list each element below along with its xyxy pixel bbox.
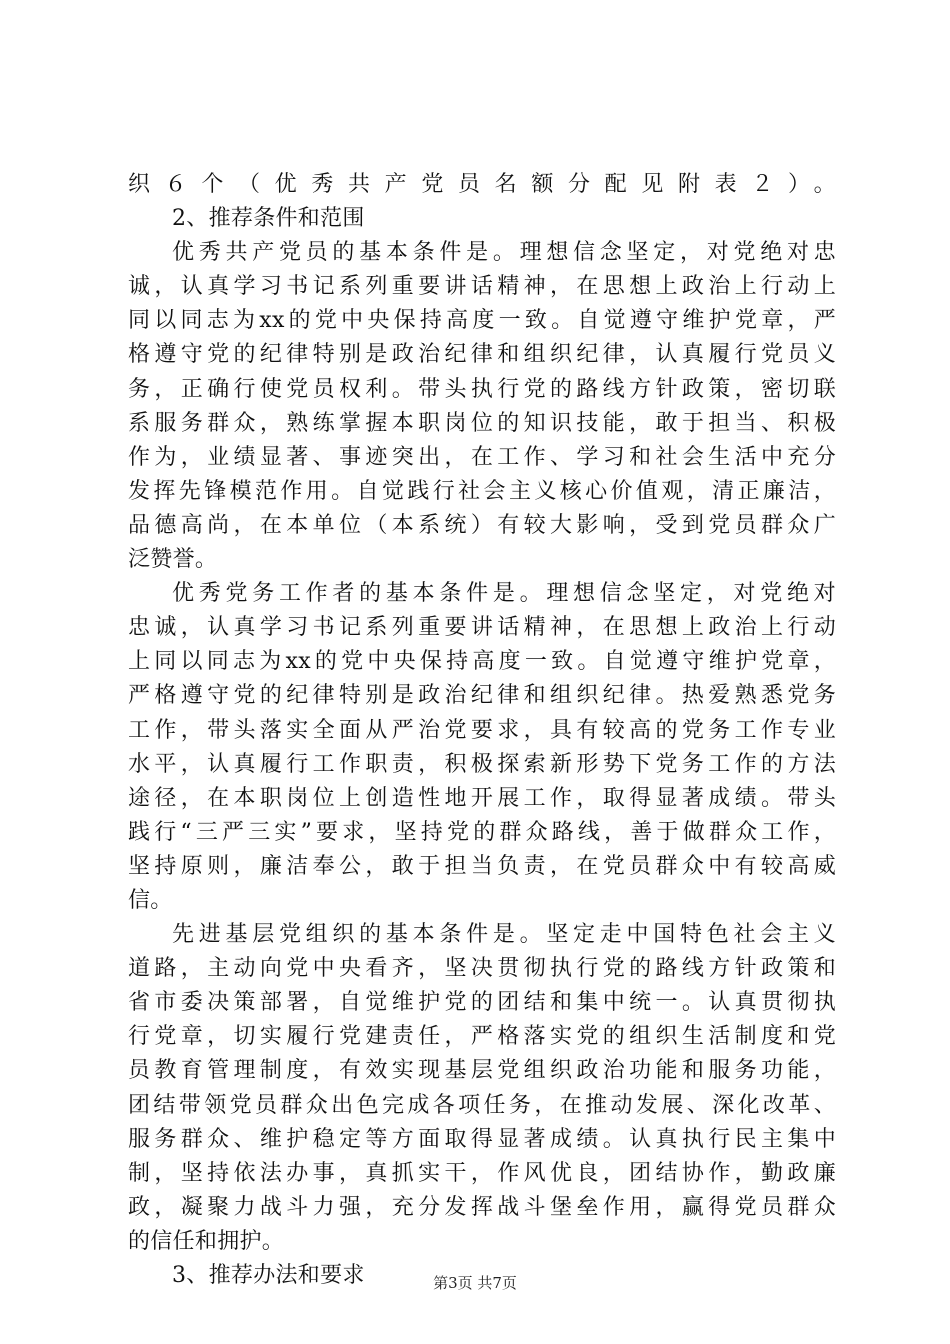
text-line: 系服务群众，熟练掌握本职岗位的知识技能，敢于担当、积极 [128, 410, 836, 436]
text-line: 政，凝聚力战斗力强，充分发挥战斗堡垒作用，赢得党员群众 [128, 1194, 836, 1220]
text-line: 同以同志为xx的党中央保持高度一致。自觉遵守维护党章，严 [128, 308, 836, 334]
text-line: 制，坚持依法办事，真抓实干，作风优良，团结协作，勤政廉 [128, 1160, 836, 1186]
paragraph-start-line: 优秀党务工作者的基本条件是。理想信念坚定，对党绝对 [172, 581, 836, 607]
page-number-footer: 第3页 共7页 [433, 1274, 517, 1292]
text-line: 水平，认真履行工作职责，积极探索新形势下党务工作的方法 [128, 751, 836, 777]
section-heading: 3、推荐办法和要求 [172, 1263, 365, 1288]
text-line: 品德高尚，在本单位（本系统）有较大影响，受到党员群众广 [128, 512, 836, 538]
paragraph-start-line: 先进基层党组织的基本条件是。坚定走中国特色社会主义 [172, 922, 836, 948]
text-line: 服务群众、维护稳定等方面取得显著成绩。认真执行民主集中 [128, 1126, 836, 1152]
text-line: 上同以同志为xx的党中央保持高度一致。自觉遵守维护党章， [128, 649, 836, 675]
text-line: 员教育管理制度，有效实现基层党组织政治功能和服务功能， [128, 1058, 836, 1084]
text-line: 信。 [128, 887, 173, 913]
text-line: 践行“三严三实”要求，坚持党的群众路线，善于做群众工作， [128, 819, 836, 845]
text-line: 格遵守党的纪律特别是政治纪律和组织纪律，认真履行党员义 [128, 342, 836, 368]
text-line: 工作，带头落实全面从严治党要求，具有较高的党务工作专业 [128, 717, 836, 743]
section-heading: 2、推荐条件和范围 [172, 206, 365, 232]
text-line: 务，正确行使党员权利。带头执行党的路线方针政策，密切联 [128, 376, 836, 402]
text-line: 诚，认真学习书记系列重要讲话精神，在思想上政治上行动上 [128, 274, 836, 300]
text-line: 作为，业绩显著、事迹突出，在工作、学习和社会生活中充分 [128, 444, 836, 470]
paragraph-start-line: 优秀共产党员的基本条件是。理想信念坚定，对党绝对忠 [172, 240, 836, 266]
text-line: 泛赞誉。 [128, 547, 218, 573]
text-line: 行党章，切实履行党建责任，严格落实党的组织生活制度和党 [128, 1024, 836, 1050]
text-line: 途径，在本职岗位上创造性地开展工作，取得显著成绩。带头 [128, 785, 836, 811]
text-line: 发挥先锋模范作用。自觉践行社会主义核心价值观，清正廉洁， [128, 478, 836, 504]
text-line: 织６个（优秀共产党员名额分配见附表２）。 [128, 172, 836, 197]
text-line: 道路，主动向党中央看齐，坚决贯彻执行党的路线方针政策和 [128, 956, 836, 982]
text-line: 严格遵守党的纪律特别是政治纪律和组织纪律。热爱熟悉党务 [128, 683, 836, 709]
text-line: 坚持原则，廉洁奉公，敢于担当负责，在党员群众中有较高威 [128, 853, 836, 879]
text-line: 的信任和拥护。 [128, 1228, 285, 1254]
text-line: 省市委决策部署，自觉维护党的团结和集中统一。认真贯彻执 [128, 990, 836, 1016]
document-body [128, 168, 836, 1293]
text-line: 忠诚，认真学习书记系列重要讲话精神，在思想上政治上行动 [128, 615, 836, 641]
text-line: 团结带领党员群众出色完成各项任务，在推动发展、深化改革、 [128, 1092, 836, 1118]
